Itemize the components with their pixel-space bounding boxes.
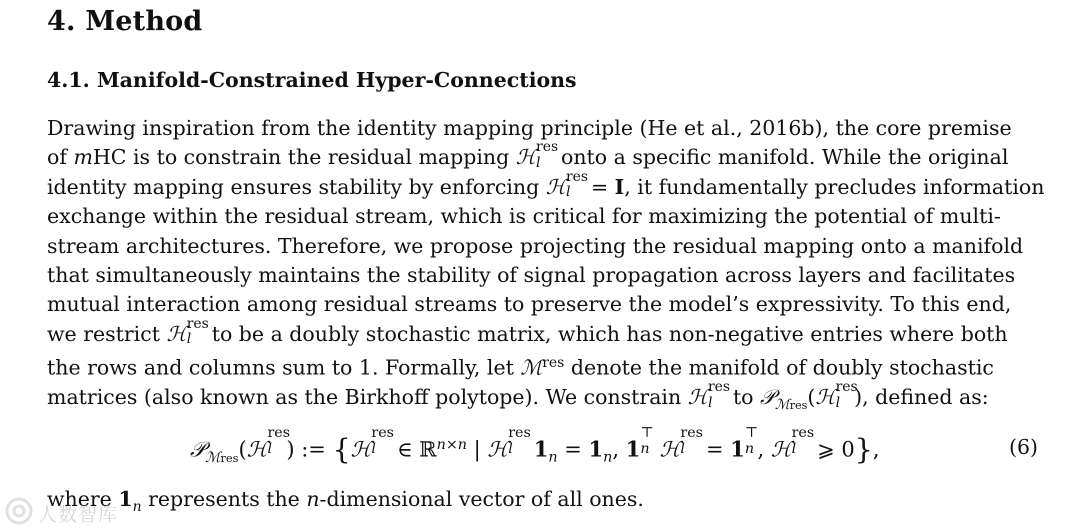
paragraph-line: stream architectures. Therefore, we propose projecting the residual mapping onto a manifold: [47, 233, 1024, 258]
display-equation: 𝒫$_{ℳres}$(ℋ res l ) := {ℋ res l ∈ ℝ$^{n\times n}$ | ℋ res l $1_n = 1_n$, 1 ⊤ n ℋ res l = 1 ⊤ n , ℋ res l ⩾ 0},: [190, 425, 880, 466]
watermark-logo-icon: [4, 496, 34, 526]
watermark: [4, 494, 154, 528]
watermark-text: 人数智库: [38, 504, 119, 526]
paragraph-line: exchange within the residual stream, which is critical for maximizing the potential of multi-: [47, 204, 1001, 229]
paragraph-line: that simultaneously maintains the stability of signal propagation across layers and facilitates: [47, 263, 1016, 288]
section-title-text: Method: [85, 6, 203, 37]
paragraph-line: mutual interaction among residual streams to preserve the model’s expressivity. To this end,: [47, 292, 1012, 317]
equation-number: (6): [1008, 435, 1038, 459]
paragraph-line: of mHC is to constrain the residual mapping ℋ res l onto a specific manifold. While the original: [47, 139, 1009, 171]
paragraph-line: Drawing inspiration from the identity mapping principle (He et al., 2016b), the core premise: [47, 116, 1012, 140]
section-number: 4.: [47, 6, 76, 37]
equation-row: [0, 425, 1080, 469]
paragraph-line: the rows and columns sum to 1. Formally, let ℳ$^{res}$ denote the manifold of doubly stochastic: [47, 355, 994, 380]
paragraph-line: identity mapping ensures stability by enforcing ℋ res l = I, it fundamentally precludes information: [47, 168, 1045, 201]
subsection-heading: [47, 68, 577, 92]
paragraph-line: matrices (also known as the Birkhoff polytope). We constrain ℋ res l to 𝒫$_{ℳres}$(ℋ res l ), defined as:: [47, 379, 989, 414]
subsection-title-text: Manifold-Constrained Hyper-Connections: [96, 68, 577, 92]
section-heading: [47, 6, 202, 37]
footer-sentence: where $1_n$ represents the n-dimensional vector of all ones.: [47, 487, 644, 515]
subsection-number: 4.1.: [47, 68, 90, 92]
body-paragraph: [47, 114, 1045, 421]
paragraph-line: we restrict ℋ res l to be a doubly stochastic matrix, which has non-negative entries where both: [47, 315, 1008, 348]
